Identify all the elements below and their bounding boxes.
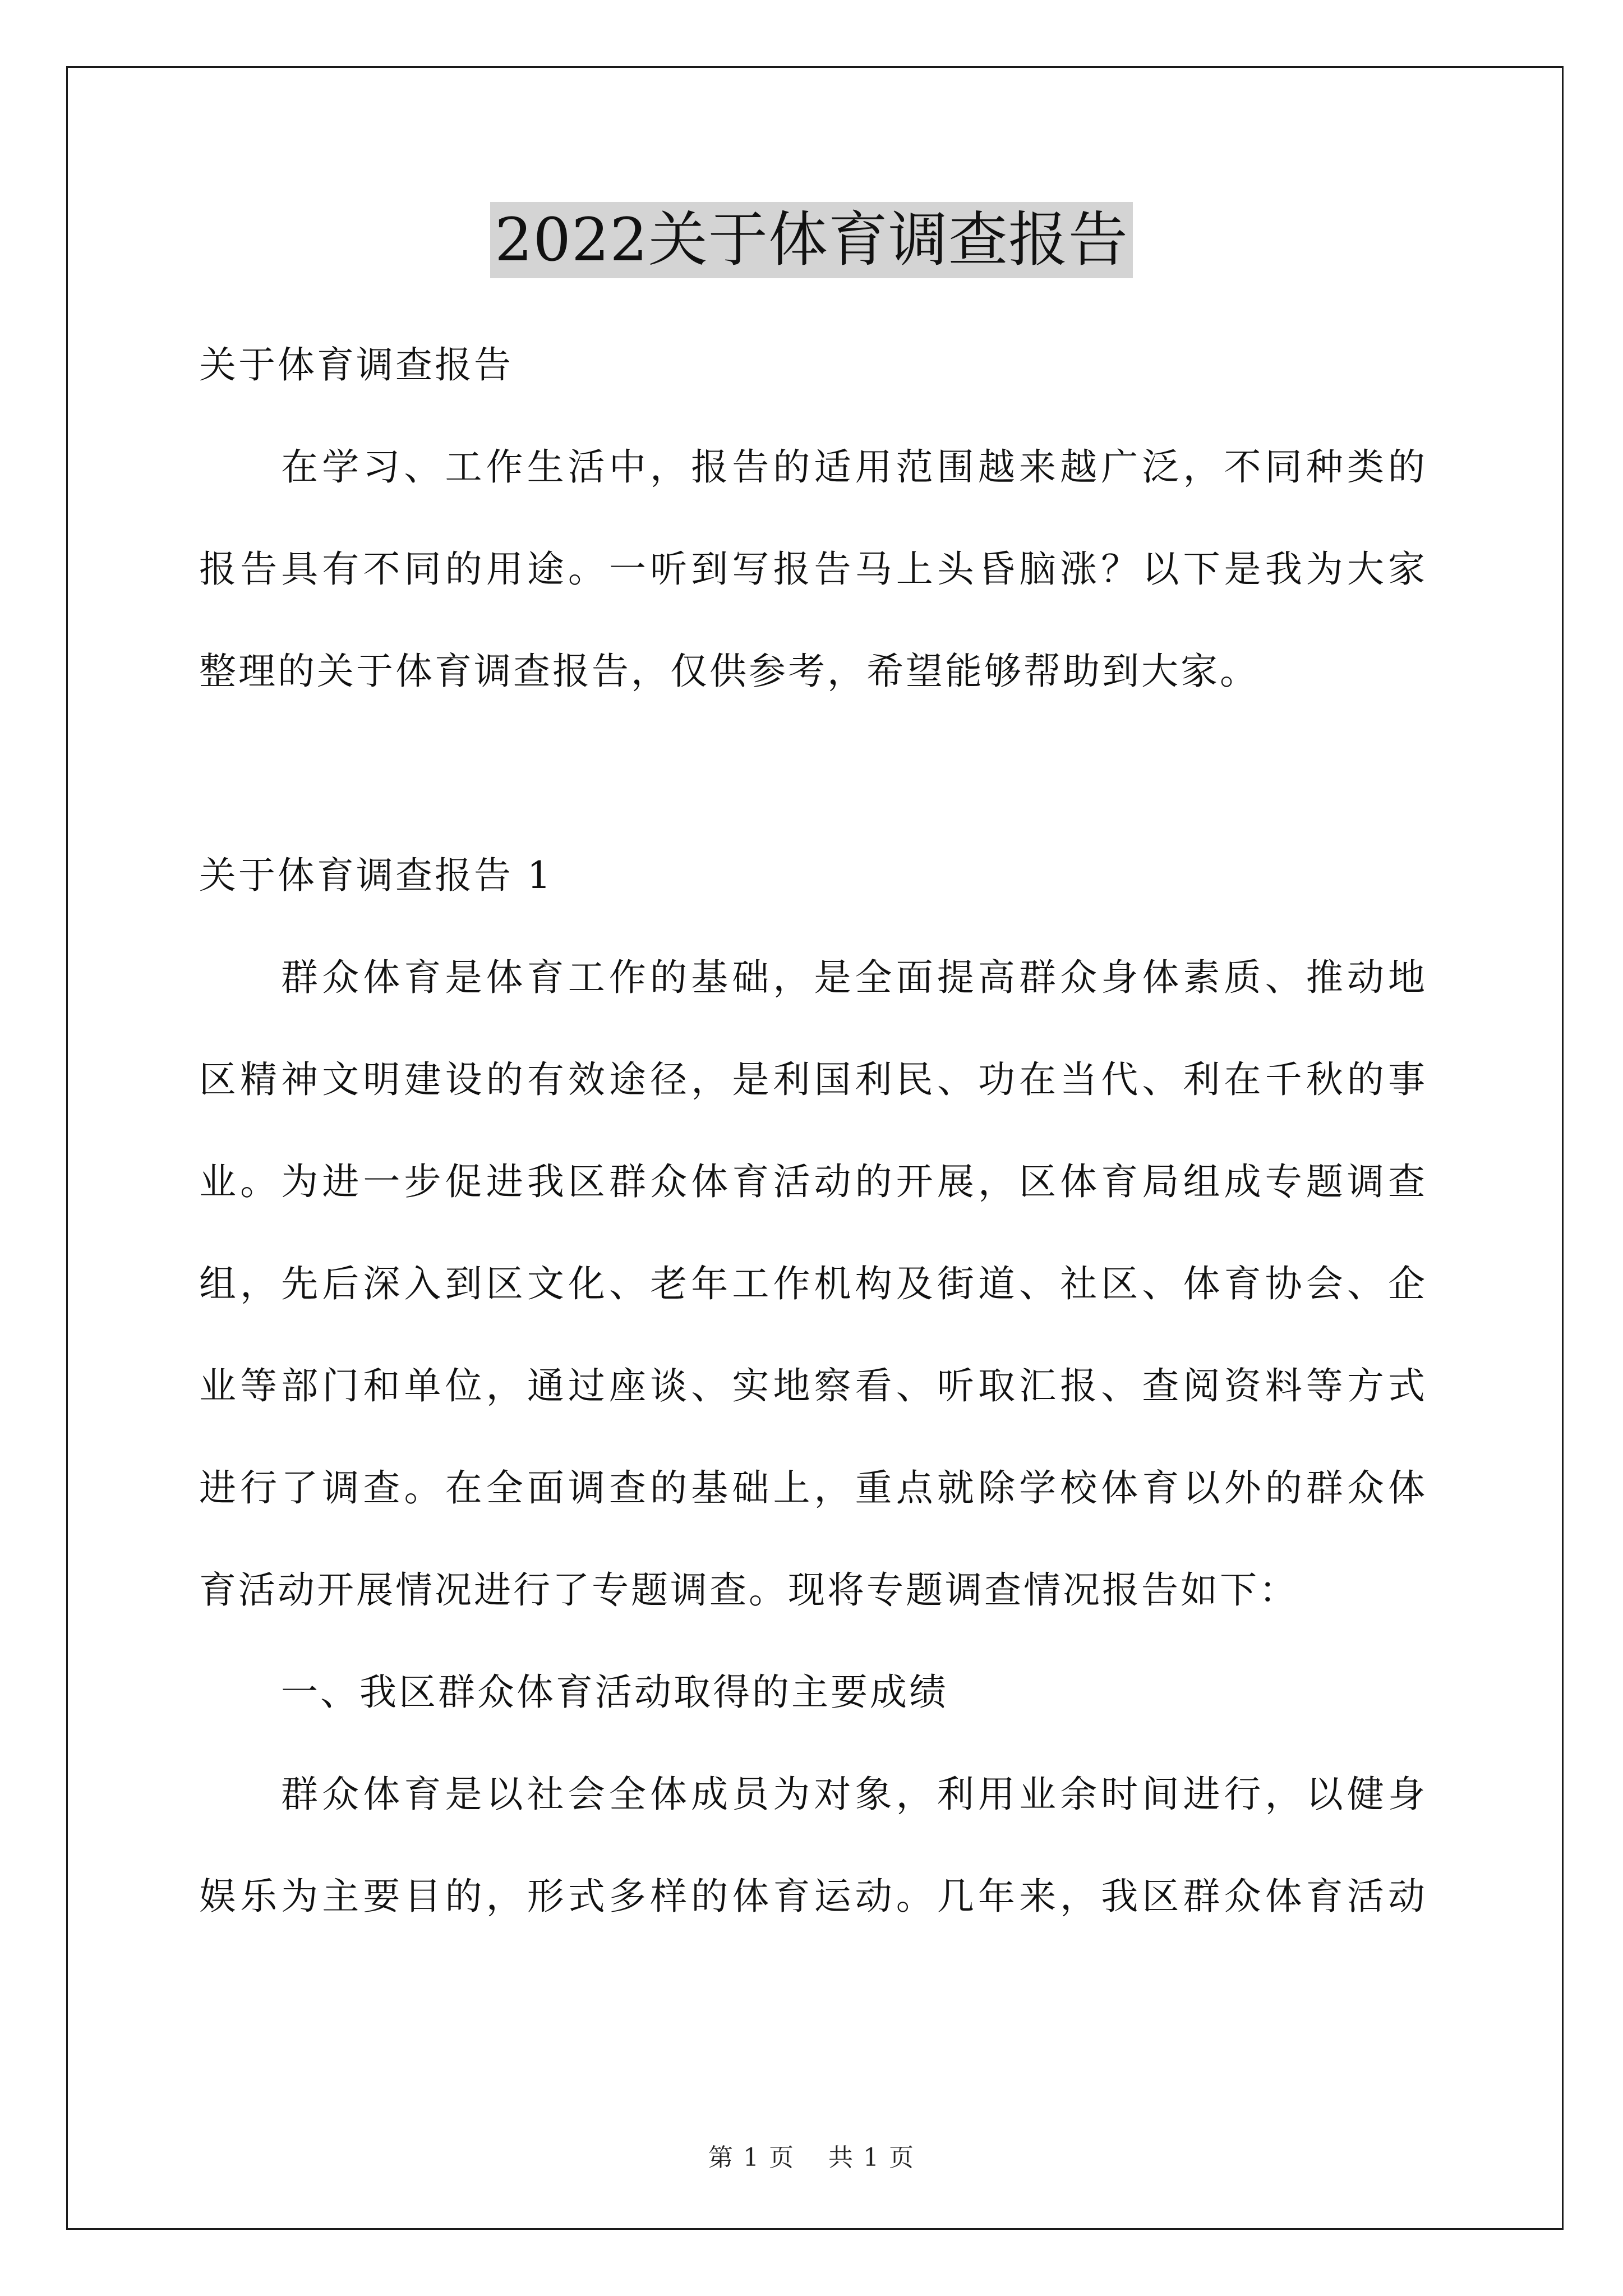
intro-line: 整理的关于体育调查报告，仅供参考，希望能够帮助到大家。 [199,650,1259,693]
paragraph-line: 进行了调查。在全面调查的基础上，重点就除学校体育以外的群众体 [199,1466,1427,1510]
page-footer [0,2137,1623,2173]
section-heading: 关于体育调查报告 1 [199,854,553,897]
main-heading: 关于体育调查报告 [199,343,513,386]
paragraph-line: 娱乐为主要目的，形式多样的体育运动。几年来，我区群众体育活动 [199,1875,1427,1918]
paragraph-line: 业等部门和单位，通过座谈、实地察看、听取汇报、查阅资料等方式 [199,1364,1427,1407]
intro-line: 报告具有不同的用途。一听到写报告马上头昏脑涨？以下是我为大家 [199,547,1427,591]
paragraph-line: 群众体育是体育工作的基础，是全面提高群众身体素质、推动地 [281,956,1427,999]
paragraph-line: 组，先后深入到区文化、老年工作机构及街道、社区、体育协会、企 [199,1262,1427,1305]
page-total: 共 1 页 [828,2143,915,2172]
document-title: 2022关于体育调查报告 [490,202,1133,278]
paragraph-line: 业。为进一步促进我区群众体育活动的开展，区体育局组成专题调查 [199,1160,1427,1203]
subheading: 一、我区群众体育活动取得的主要成绩 [281,1671,948,1714]
document-body [199,314,1427,1948]
paragraph-line: 育活动开展情况进行了专题调查。现将专题调查情况报告如下： [199,1568,1298,1612]
paragraph-line: 区精神文明建设的有效途径，是利国利民、功在当代、利在千秋的事 [199,1058,1427,1101]
title-container [0,202,1623,278]
intro-line: 在学习、工作生活中，报告的适用范围越来越广泛，不同种类的 [281,445,1427,489]
paragraph-line: 群众体育是以社会全体成员为对象，利用业余时间进行，以健身 [281,1773,1427,1816]
page-number: 第 1 页 [708,2143,795,2172]
